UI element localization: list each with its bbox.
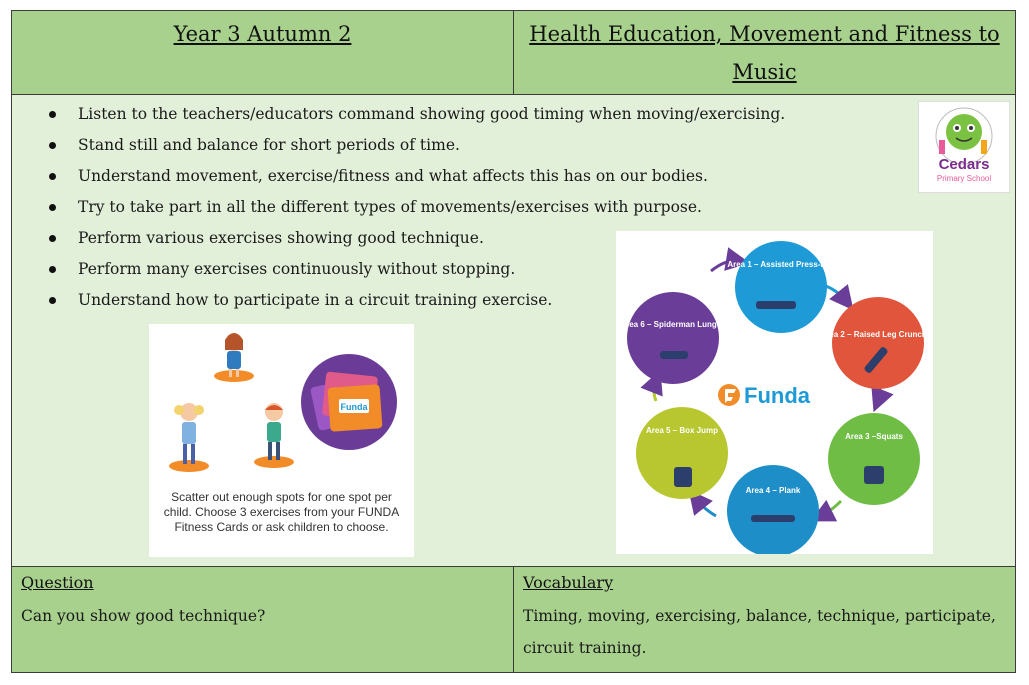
objective-item bbox=[46, 161, 785, 192]
bullet-icon bbox=[49, 297, 56, 304]
objective-text: Try to take part in all the different types of movements/exercises with purpose. bbox=[78, 198, 702, 216]
logo-subtitle: Primary School bbox=[936, 174, 992, 183]
circuit-diagram bbox=[616, 231, 933, 554]
logo-name: Cedars bbox=[938, 156, 990, 173]
area-3-marker bbox=[828, 413, 920, 505]
objective-item bbox=[46, 130, 785, 161]
vocabulary-text: Timing, moving, exercising, balance, technique, participate, circuit training. bbox=[523, 607, 996, 657]
knowledge-organiser bbox=[11, 10, 1016, 673]
vocabulary-cell bbox=[514, 567, 1015, 672]
year-title: Year 3 Autumn 2 bbox=[173, 22, 352, 46]
bullet-icon bbox=[49, 266, 56, 273]
bullet-icon bbox=[49, 204, 56, 211]
header-subject-cell bbox=[514, 11, 1015, 95]
bullet-icon bbox=[49, 235, 56, 242]
card-brand: Funda bbox=[340, 402, 368, 412]
area-2-label: Area 2 – Raised Leg Crunches bbox=[820, 330, 933, 339]
area-6-marker bbox=[627, 292, 719, 384]
area-4-label: Area 4 – Plank bbox=[745, 486, 801, 495]
objective-item bbox=[46, 99, 785, 130]
children-spots-icon bbox=[149, 324, 414, 489]
area-2-marker bbox=[832, 297, 924, 389]
objective-text: Perform various exercises showing good technique. bbox=[78, 229, 484, 247]
spots-caption: Scatter out enough spots for one spot per child. Choose 3 exercises from your FUNDA Fitness Cards or ask children to choose. bbox=[163, 490, 400, 534]
bullet-icon bbox=[49, 173, 56, 180]
circuit-brand: Funda bbox=[744, 383, 810, 408]
subject-title: Health Education, Movement and Fitness to Music bbox=[529, 22, 1000, 84]
question-text: Can you show good technique? bbox=[21, 607, 266, 625]
question-heading: Question bbox=[21, 573, 94, 592]
objective-text: Perform many exercises continuously without stopping. bbox=[78, 260, 516, 278]
bullet-icon bbox=[49, 111, 56, 118]
circuit-training-icon bbox=[616, 231, 933, 554]
area-5-label: Area 5 – Box Jump bbox=[645, 426, 719, 435]
area-1-marker bbox=[735, 241, 827, 333]
objective-text: Understand how to participate in a circuit training exercise. bbox=[78, 291, 553, 309]
cedars-logo-icon bbox=[919, 102, 1009, 192]
area-1-label: Area 1 – Assisted Press-ups bbox=[727, 260, 835, 269]
spots-illustration bbox=[149, 324, 414, 557]
objective-text: Listen to the teachers/educators command showing good timing when moving/exercising. bbox=[78, 105, 786, 123]
objective-text: Stand still and balance for short periods of time. bbox=[78, 136, 460, 154]
objective-text: Understand movement, exercise/fitness and what affects this has on our bodies. bbox=[78, 167, 708, 185]
question-cell bbox=[12, 567, 514, 672]
header-year-cell bbox=[12, 11, 514, 95]
vocabulary-heading: Vocabulary bbox=[523, 573, 614, 592]
area-4-marker bbox=[727, 465, 819, 554]
area-6-label: Area 6 – Spiderman Lunges bbox=[620, 320, 726, 329]
area-3-label: Area 3 –Squats bbox=[845, 432, 903, 441]
bullet-icon bbox=[49, 142, 56, 149]
school-logo bbox=[918, 101, 1010, 193]
objective-item bbox=[46, 192, 785, 223]
